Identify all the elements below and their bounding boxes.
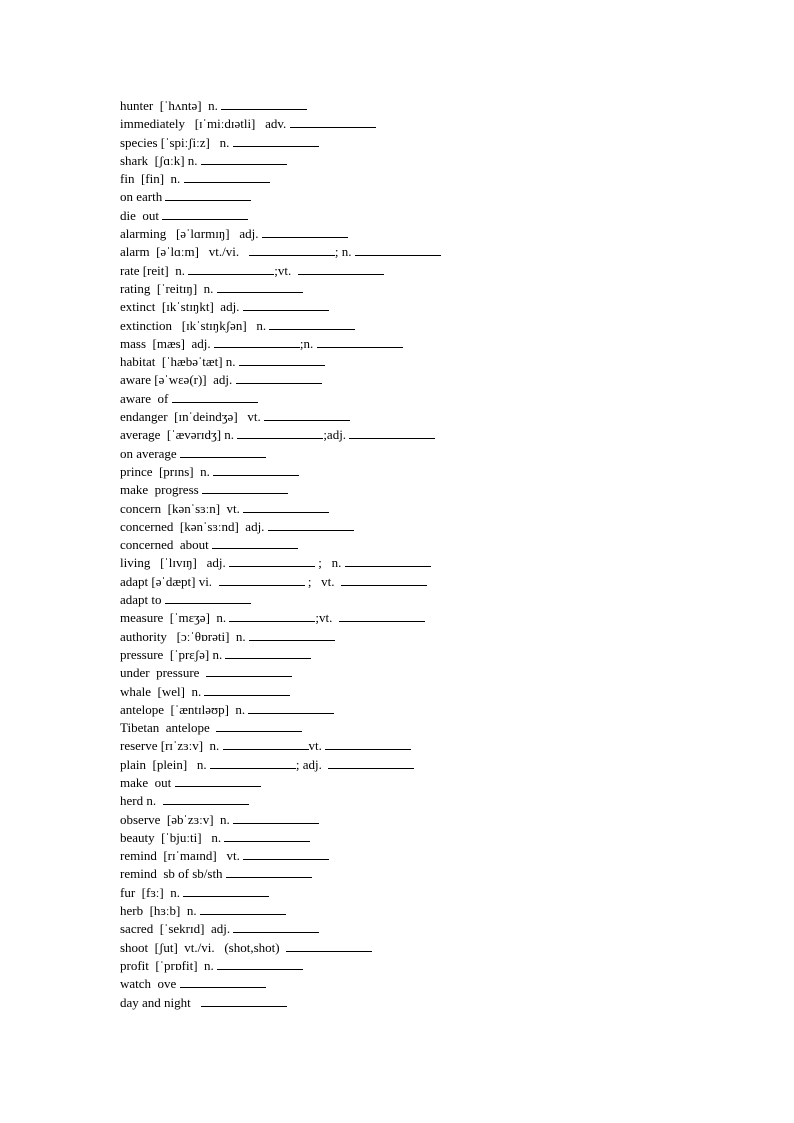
answer-blank[interactable] <box>201 152 287 165</box>
vocab-row <box>120 994 740 1012</box>
vocabulary-list <box>120 97 740 1012</box>
vocab-row <box>120 865 740 883</box>
answer-blank[interactable] <box>226 865 312 878</box>
answer-blank[interactable] <box>239 353 325 366</box>
vocab-text: remind [rɪˈmaɪnd] vt. <box>120 848 244 864</box>
vocab-row <box>120 390 740 408</box>
vocab-text: Tibetan antelope <box>120 720 217 736</box>
answer-blank[interactable] <box>262 225 348 238</box>
vocab-row <box>120 188 740 206</box>
answer-blank[interactable] <box>286 939 372 952</box>
vocab-text: day and night <box>120 994 201 1010</box>
vocab-row <box>120 646 740 664</box>
answer-blank[interactable] <box>268 518 354 531</box>
answer-blank[interactable] <box>243 298 329 311</box>
answer-blank[interactable] <box>172 390 258 403</box>
vocab-row <box>120 335 740 353</box>
vocab-text: hunter [ˈhʌntə] n. <box>120 98 222 113</box>
vocab-text: habitat [ˈhæbəˈtæt] n. <box>120 354 239 370</box>
answer-blank[interactable] <box>233 134 319 147</box>
vocab-row <box>120 591 740 609</box>
vocab-row <box>120 957 740 975</box>
vocab-text: extinct [ɪkˈstɪŋkt] adj. <box>120 299 243 315</box>
vocab-row <box>120 536 740 554</box>
vocab-text: authority [ɔːˈθɒrəti] n. <box>120 628 249 644</box>
answer-blank[interactable] <box>290 115 376 128</box>
vocab-text: prince [prɪns] n. <box>120 463 214 479</box>
answer-blank[interactable] <box>233 811 319 824</box>
vocab-text: rate [reit] n. <box>120 262 189 278</box>
vocab-text: beauty [ˈbjuːti] n. <box>120 829 225 845</box>
answer-blank[interactable] <box>248 701 334 714</box>
vocab-text: concerned [kənˈsɜːnd] adj. <box>120 518 268 534</box>
vocab-row <box>120 97 740 115</box>
answer-blank[interactable] <box>214 335 300 348</box>
vocab-text: average [ˈævərɪdʒ] n. <box>120 427 238 443</box>
vocab-row <box>120 518 740 536</box>
vocab-text: whale [wel] n. <box>120 683 205 699</box>
vocab-text: ;vt. <box>315 610 339 626</box>
answer-blank[interactable] <box>162 207 248 220</box>
vocab-row <box>120 463 740 481</box>
vocab-text: pressure [ˈprɛʃə] n. <box>120 646 226 662</box>
vocab-row <box>120 445 740 463</box>
vocab-row <box>120 573 740 591</box>
vocab-text: adapt [əˈdæpt] vi. <box>120 573 219 589</box>
vocab-text: shark [ʃɑːk] n. <box>120 152 201 168</box>
vocab-text: ;vt. <box>274 262 298 278</box>
vocab-text: on average <box>120 445 180 461</box>
answer-blank[interactable] <box>345 554 431 567</box>
answer-blank[interactable] <box>328 756 414 769</box>
vocab-text: ; n. <box>314 555 345 571</box>
vocab-row <box>120 426 740 444</box>
answer-blank[interactable] <box>229 554 315 567</box>
vocab-text: on earth <box>120 189 166 205</box>
vocab-row <box>120 298 740 316</box>
vocab-row <box>120 920 740 938</box>
vocab-row <box>120 134 740 152</box>
vocab-row <box>120 207 740 225</box>
vocab-row <box>120 774 740 792</box>
answer-blank[interactable] <box>165 188 251 201</box>
vocab-text: fin [fin] n. <box>120 171 184 187</box>
answer-blank[interactable] <box>217 957 303 970</box>
vocab-row <box>120 811 740 829</box>
answer-blank[interactable] <box>213 463 299 476</box>
answer-blank[interactable] <box>269 317 355 330</box>
vocab-row <box>120 975 740 993</box>
vocab-text: immediately [ɪˈmiːdɪətli] adv. <box>120 116 290 132</box>
answer-blank[interactable] <box>221 97 307 110</box>
vocab-text: living [ˈlɪvɪŋ] adj. <box>120 555 229 571</box>
answer-blank[interactable] <box>216 719 302 732</box>
vocab-text: alarming [əˈlɑrmɪŋ] adj. <box>120 226 262 242</box>
answer-blank[interactable] <box>175 774 261 787</box>
answer-blank[interactable] <box>200 902 286 915</box>
answer-blank[interactable] <box>355 243 441 256</box>
answer-blank[interactable] <box>298 262 384 275</box>
answer-blank[interactable] <box>249 243 335 256</box>
vocab-row <box>120 609 740 627</box>
answer-blank[interactable] <box>317 335 403 348</box>
answer-blank[interactable] <box>243 500 329 513</box>
answer-blank[interactable] <box>341 573 427 586</box>
answer-blank[interactable] <box>180 445 266 458</box>
vocab-row <box>120 152 740 170</box>
vocab-row <box>120 628 740 646</box>
vocab-text: aware [əˈwɛə(r)] adj. <box>120 372 236 388</box>
vocab-row <box>120 500 740 518</box>
answer-blank[interactable] <box>217 280 303 293</box>
answer-blank[interactable] <box>202 481 288 494</box>
answer-blank[interactable] <box>233 920 319 933</box>
answer-blank[interactable] <box>237 426 323 439</box>
answer-blank[interactable] <box>224 829 310 842</box>
vocab-text: measure [ˈmɛʒə] n. <box>120 610 230 626</box>
vocab-row <box>120 719 740 737</box>
answer-blank[interactable] <box>219 573 305 586</box>
vocab-text: alarm [əˈlɑːm] vt./vi. <box>120 244 249 260</box>
answer-blank[interactable] <box>339 609 425 622</box>
answer-blank[interactable] <box>349 426 435 439</box>
answer-blank[interactable] <box>184 170 270 183</box>
vocab-text: remind sb of sb/sth <box>120 866 226 882</box>
vocab-text: profit [ˈprɒfit] n. <box>120 957 218 973</box>
vocab-row <box>120 683 740 701</box>
vocab-text: endanger [ɪnˈdeindʒə] vt. <box>120 409 265 425</box>
answer-blank[interactable] <box>325 737 411 750</box>
vocab-text: under pressure <box>120 665 206 681</box>
vocab-text: mass [mæs] adj. <box>120 335 214 351</box>
answer-blank[interactable] <box>264 408 350 421</box>
vocab-row <box>120 243 740 261</box>
vocab-row <box>120 554 740 572</box>
answer-blank[interactable] <box>183 884 269 897</box>
answer-blank[interactable] <box>236 371 322 384</box>
vocab-text: ;adj. <box>323 427 350 443</box>
vocab-text: reserve [rɪˈzɜːv] n. <box>120 738 223 754</box>
vocab-text: ; adj. <box>295 756 329 772</box>
vocab-row <box>120 170 740 188</box>
vocab-row <box>120 939 740 957</box>
vocab-text: shoot [ʃut] vt./vi. (shot,shot) <box>120 939 287 955</box>
vocab-text: make out <box>120 774 175 790</box>
vocab-row <box>120 756 740 774</box>
vocab-text: die out <box>120 207 163 223</box>
vocab-text: aware of <box>120 390 172 406</box>
vocab-text: fur [fɜː] n. <box>120 884 184 900</box>
vocab-text: make progress <box>120 482 202 498</box>
vocab-row <box>120 280 740 298</box>
answer-blank[interactable] <box>201 994 287 1007</box>
vocab-text: concerned about <box>120 537 213 553</box>
answer-blank[interactable] <box>180 975 266 988</box>
answer-blank[interactable] <box>223 737 309 750</box>
answer-blank[interactable] <box>249 628 335 641</box>
answer-blank[interactable] <box>206 664 292 677</box>
vocab-text: ; vt. <box>304 573 342 589</box>
vocab-row <box>120 225 740 243</box>
vocab-text: observe [əbˈzɜːv] n. <box>120 811 234 827</box>
vocab-row <box>120 262 740 280</box>
vocab-row <box>120 847 740 865</box>
vocab-text: adapt to <box>120 592 165 608</box>
vocab-text: rating [ˈreitɪŋ] n. <box>120 280 217 296</box>
vocab-text: ; n. <box>334 244 355 260</box>
answer-blank[interactable] <box>212 536 298 549</box>
vocab-text: herd n. <box>120 793 163 809</box>
vocab-text: species [ˈspiːʃiːz] n. <box>120 134 233 150</box>
answer-blank[interactable] <box>225 646 311 659</box>
answer-blank[interactable] <box>210 756 296 769</box>
answer-blank[interactable] <box>243 847 329 860</box>
vocab-text: watch ove <box>120 976 180 992</box>
vocab-row <box>120 701 740 719</box>
vocab-text: vt. <box>308 738 326 754</box>
vocab-row <box>120 115 740 133</box>
vocab-text: herb [hɜːb] n. <box>120 903 200 919</box>
answer-blank[interactable] <box>163 792 249 805</box>
vocab-row <box>120 353 740 371</box>
vocab-text: extinction [ɪkˈstɪŋkʃən] n. <box>120 317 270 333</box>
answer-blank[interactable] <box>229 609 315 622</box>
vocab-row <box>120 664 740 682</box>
vocab-row <box>120 902 740 920</box>
answer-blank[interactable] <box>188 262 274 275</box>
vocab-text: ;n. <box>299 335 317 351</box>
answer-blank[interactable] <box>204 683 290 696</box>
vocab-text: plain [plein] n. <box>120 756 210 772</box>
vocab-row <box>120 317 740 335</box>
vocab-row <box>120 481 740 499</box>
vocab-row <box>120 371 740 389</box>
vocab-row <box>120 884 740 902</box>
vocab-text: sacred [ˈsekrɪd] adj. <box>120 921 234 937</box>
vocab-row <box>120 792 740 810</box>
vocab-text: antelope [ˈæntɪləʊp] n. <box>120 701 249 717</box>
vocab-row <box>120 829 740 847</box>
vocab-row <box>120 408 740 426</box>
answer-blank[interactable] <box>165 591 251 604</box>
vocab-text: concern [kənˈsɜːn] vt. <box>120 500 244 516</box>
vocab-row <box>120 737 740 755</box>
